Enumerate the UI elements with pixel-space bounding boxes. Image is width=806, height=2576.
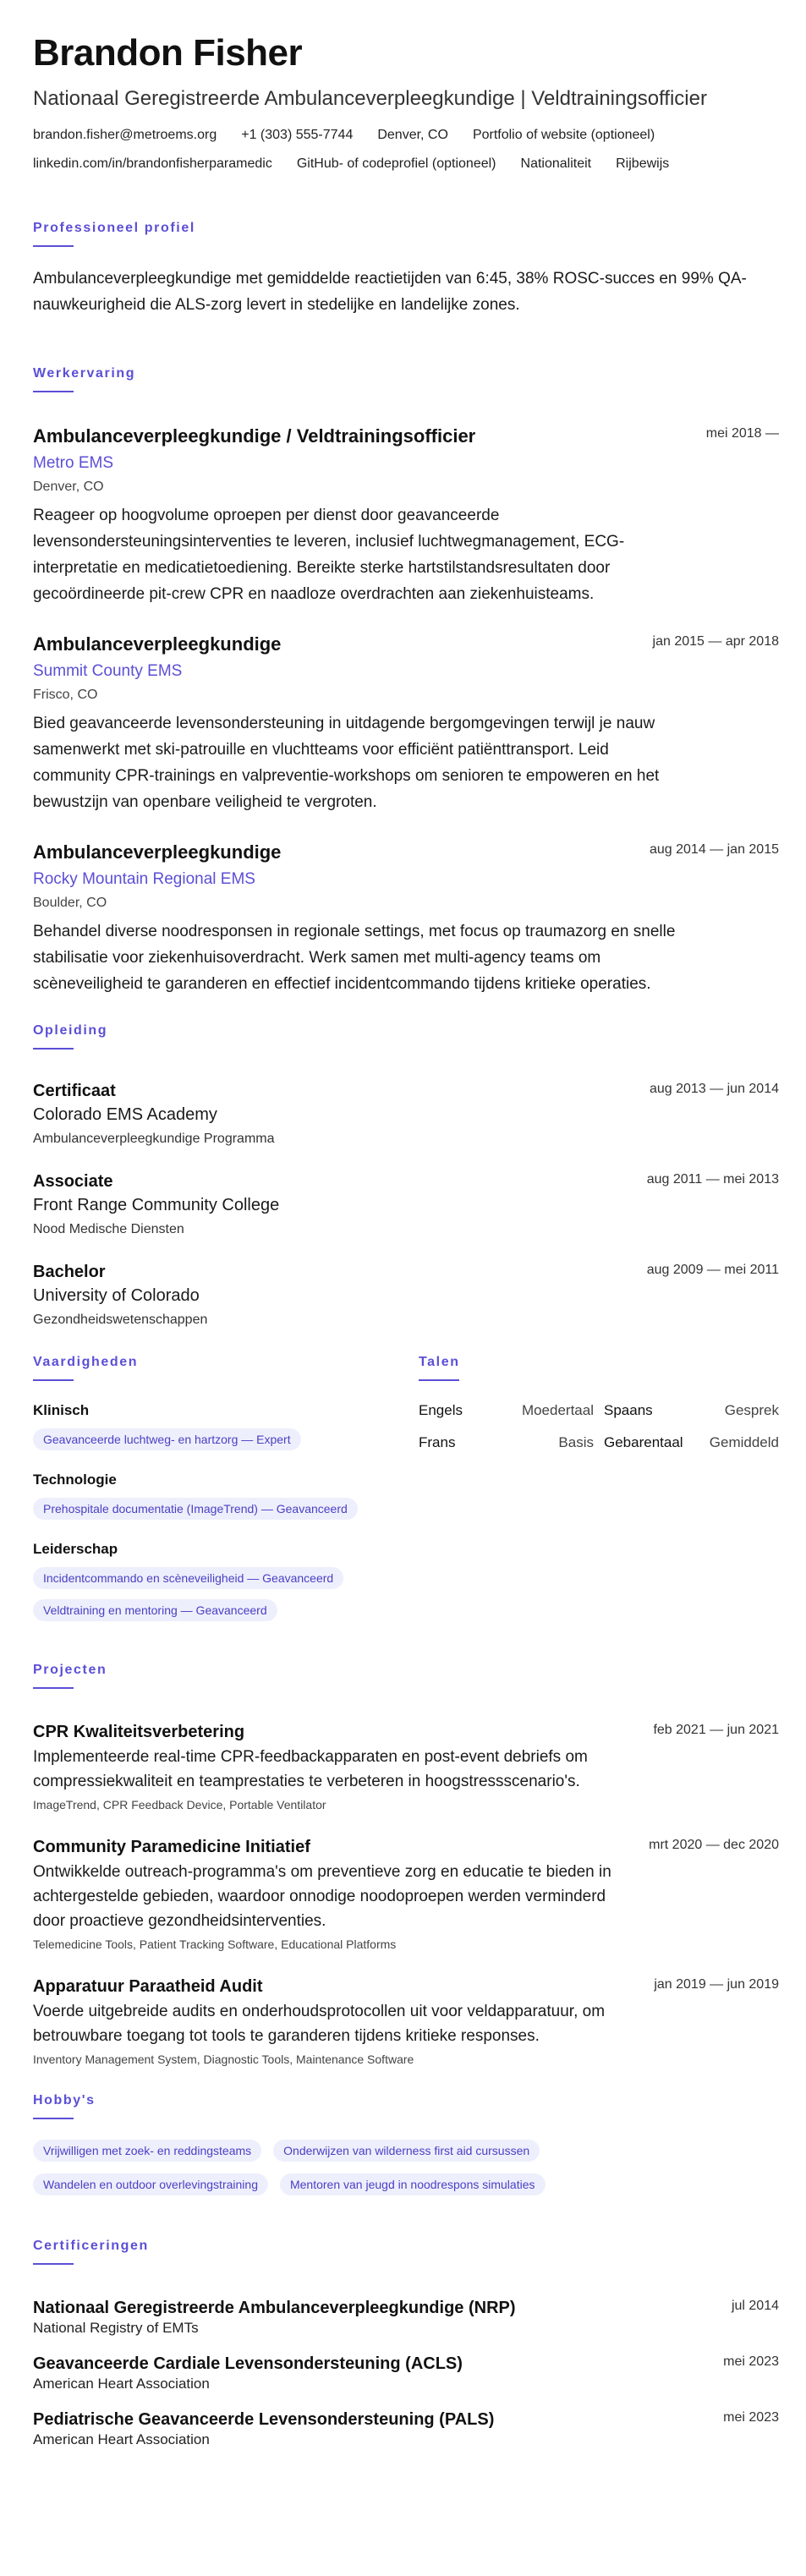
skill-category: Klinisch [33, 1402, 90, 1418]
hobby-chip: Onderwijzen van wilderness first aid cursussen [273, 2140, 540, 2162]
resume-header [33, 30, 779, 173]
project-item [33, 1836, 779, 1952]
skill-chip: Geavanceerde luchtweg- en hartzorg — Expert [33, 1428, 301, 1450]
skill-chips [33, 1498, 405, 1520]
education-list [33, 1080, 779, 1329]
language-item [604, 1401, 779, 1420]
degree: Associate [33, 1172, 113, 1191]
section-divider [33, 2118, 74, 2119]
skill-group-clinical [33, 1401, 405, 1450]
project-dates: jan 2019 — jun 2019 [654, 1977, 779, 1992]
job-dates: jan 2015 — apr 2018 [652, 634, 779, 649]
section-divider [419, 1379, 459, 1381]
section-title-profile: Professioneel profiel [33, 221, 195, 235]
skill-group-leadership [33, 1540, 405, 1621]
projects-section [33, 1662, 779, 2067]
skill-category: Technologie [33, 1472, 117, 1488]
skill-category: Leiderschap [33, 1541, 118, 1557]
experience-item [33, 425, 779, 607]
job-location: Boulder, CO [33, 896, 107, 910]
project-description: Voerde uitgebreide audits en onderhoudsprotocollen uit voor veldapparatuur, om betrouwbare toegang tot tools te garanderen tijdens kritieke responses. [33, 2003, 606, 2045]
section-divider [33, 1687, 74, 1689]
school-name: Front Range Community College [33, 1196, 280, 1214]
contact-github[interactable]: GitHub- of codeprofiel (optioneel) [296, 156, 496, 171]
contact-email[interactable]: brandon.fisher@metroems.org [33, 128, 217, 142]
job-description: Bied geavanceerde levensondersteuning in uitdagende bergomgevingen terwijl je nauw samenwerkt met ski-patrouille en vluchtteams voor efficiënt patiënttransport. Leid community CPR-trainings en valpreventie-workshops om senioren te empoweren en het bewustzijn van openbare veiligheid te vergroten. [33, 715, 660, 811]
certification-item [33, 2409, 779, 2449]
project-list [33, 1721, 779, 2067]
language-level: Moedertaal [521, 1402, 594, 1418]
project-name: Community Paramedicine Initiatief [33, 1838, 310, 1856]
contact-linkedin[interactable]: linkedin.com/in/brandonfisherparamedic [33, 156, 272, 171]
company-name: Metro EMS [33, 454, 114, 472]
language-name: Spaans [604, 1402, 653, 1418]
field-of-study: Ambulanceverpleegkundige Programma [33, 1132, 275, 1146]
certification-item [33, 2353, 779, 2393]
job-location: Denver, CO [33, 480, 104, 494]
section-divider [33, 245, 74, 247]
project-dates: feb 2021 — jun 2021 [653, 1723, 779, 1737]
section-divider [33, 1379, 74, 1381]
section-title-hobbies: Hobby's [33, 2093, 96, 2107]
project-item [33, 1721, 779, 1812]
job-dates: aug 2014 — jan 2015 [649, 842, 779, 857]
certification-name: Nationaal Geregistreerde Ambulanceverpleegkundige (NRP) [33, 2299, 516, 2317]
certification-date: mei 2023 [723, 2354, 779, 2369]
job-location: Frisco, CO [33, 688, 98, 702]
degree: Bachelor [33, 1263, 106, 1281]
skills-languages-row [33, 1354, 779, 1621]
language-name: Engels [419, 1402, 463, 1418]
education-item [33, 1261, 779, 1329]
language-name: Frans [419, 1434, 456, 1450]
headline: Nationaal Geregistreerde Ambulanceverpleegkundige | Veldtrainingsofficier [33, 87, 707, 110]
field-of-study: Nood Medische Diensten [33, 1222, 184, 1236]
candidate-name: Brandon Fisher [33, 32, 303, 74]
experience-item [33, 633, 779, 815]
project-description: Implementeerde real-time CPR-feedbackapparaten en post-event debriefs om compressiekwaliteit en teamprestaties te verbeteren in hoogstressscenario's. [33, 1748, 588, 1790]
language-level: Gesprek [724, 1402, 779, 1418]
project-item [33, 1976, 779, 2067]
language-item [604, 1433, 779, 1452]
hobby-chip: Vrijwilligen met zoek- en reddingsteams [33, 2140, 261, 2162]
section-divider [33, 1048, 74, 1050]
education-section [33, 1022, 779, 1329]
contact-drivers-license: Rijbewijs [616, 156, 670, 171]
hobby-chips [33, 2140, 625, 2195]
certification-list [33, 2297, 779, 2449]
section-title-experience: Werkervaring [33, 366, 136, 381]
section-title-education: Opleiding [33, 1023, 108, 1038]
education-dates: aug 2013 — jun 2014 [649, 1082, 779, 1096]
section-title-projects: Projecten [33, 1663, 107, 1677]
project-name: Apparatuur Paraatheid Audit [33, 1977, 263, 1996]
experience-section [33, 365, 779, 997]
skill-chips [33, 1428, 405, 1450]
section-title-skills: Vaardigheden [33, 1355, 139, 1369]
language-list [419, 1401, 779, 1452]
languages-section [419, 1354, 779, 1621]
certification-name: Pediatrische Geavanceerde Levensondersteuning (PALS) [33, 2410, 495, 2429]
field-of-study: Gezondheidswetenschappen [33, 1313, 208, 1327]
contact-list [33, 127, 779, 173]
certification-date: mei 2023 [723, 2410, 779, 2425]
certification-issuer: American Heart Association [33, 2376, 210, 2392]
contact-portfolio[interactable]: Portfolio of website (optioneel) [472, 128, 655, 142]
education-item [33, 1080, 779, 1148]
company-name: Summit County EMS [33, 662, 183, 680]
certification-name: Geavanceerde Cardiale Levensondersteuning (ACLS) [33, 2354, 463, 2373]
certification-item [33, 2297, 779, 2338]
job-title: Ambulanceverpleegkundige [33, 633, 282, 655]
project-tools: ImageTrend, CPR Feedback Device, Portable Ventilator [33, 1798, 326, 1811]
skill-chip: Veldtraining en mentoring — Geavanceerd [33, 1599, 277, 1621]
contact-location: Denver, CO [377, 128, 448, 142]
job-title: Ambulanceverpleegkundige [33, 841, 282, 863]
contact-nationality: Nationaliteit [520, 156, 592, 171]
certifications-section [33, 2238, 779, 2449]
certification-issuer: National Registry of EMTs [33, 2320, 199, 2336]
skill-chips [33, 1567, 405, 1621]
skill-chip: Incidentcommando en scèneveiligheid — Geavanceerd [33, 1567, 343, 1589]
skill-group-technology [33, 1471, 405, 1520]
certification-date: jul 2014 [731, 2299, 779, 2313]
job-dates: mei 2018 — [705, 426, 779, 441]
profile-summary: Ambulanceverpleegkundige met gemiddelde reactietijden van 6:45, 38% ROSC-succes en 99% QA-nauwkeurigheid die ALS-zorg levert in stedelijke en landelijke zones. [33, 270, 747, 314]
hobby-chip: Wandelen en outdoor overlevingstraining [33, 2173, 268, 2195]
language-level: Gemiddeld [709, 1434, 779, 1450]
skills-section [33, 1354, 405, 1621]
language-item [419, 1401, 594, 1420]
section-divider [33, 391, 74, 392]
section-divider [33, 2263, 74, 2265]
project-dates: mrt 2020 — dec 2020 [649, 1838, 779, 1852]
education-dates: aug 2011 — mei 2013 [646, 1172, 779, 1187]
project-tools: Inventory Management System, Diagnostic Tools, Maintenance Software [33, 2053, 414, 2066]
job-title: Ambulanceverpleegkundige / Veldtrainingsofficier [33, 425, 476, 447]
project-description: Ontwikkelde outreach-programma's om preventieve zorg en educatie te bieden in achtergestelde gebieden, waardoor onnodige noodoproepen werden verminderd door proactieve gezondheidsinterventies. [33, 1863, 611, 1930]
section-title-certifications: Certificeringen [33, 2239, 149, 2253]
experience-item [33, 841, 779, 997]
section-title-languages: Talen [419, 1355, 460, 1369]
education-item [33, 1170, 779, 1238]
hobbies-section [33, 2092, 779, 2195]
education-dates: aug 2009 — mei 2011 [646, 1263, 779, 1277]
experience-list [33, 425, 779, 997]
degree: Certificaat [33, 1082, 116, 1100]
company-name: Rocky Mountain Regional EMS [33, 870, 255, 888]
school-name: University of Colorado [33, 1286, 200, 1305]
school-name: Colorado EMS Academy [33, 1105, 217, 1124]
certification-issuer: American Heart Association [33, 2431, 210, 2447]
skill-chip: Prehospitale documentatie (ImageTrend) — Geavanceerd [33, 1498, 358, 1520]
language-name: Gebarentaal [604, 1434, 683, 1450]
hobby-chip: Mentoren van jeugd in noodrespons simulaties [280, 2173, 546, 2195]
project-name: CPR Kwaliteitsverbetering [33, 1723, 245, 1741]
job-description: Reageer op hoogvolume oproepen per dienst door geavanceerde levensondersteuningsinterventies te leveren, inclusief luchtwegmanagement, ECG-interpretatie en medicatietoediening. Bereikte sterke hartstilstandsresultaten door gecoördineerde pit-crew CPR en naadloze overdrachten aan ziekenhuisteams. [33, 507, 625, 603]
job-description: Behandel diverse noodresponsen in regionale settings, met focus op traumazorg en snelle stabilisatie voor ziekenhuisoverdracht. Werk samen met multi-agency teams om scèneveiligheid te garanderen en effectief incidentcommando tijdens kritieke operaties. [33, 923, 676, 993]
profile-section [33, 220, 779, 318]
language-level: Basis [558, 1434, 594, 1450]
language-item [419, 1433, 594, 1452]
project-tools: Telemedicine Tools, Patient Tracking Software, Educational Platforms [33, 1937, 397, 1951]
contact-phone[interactable]: +1 (303) 555-7744 [241, 128, 354, 142]
